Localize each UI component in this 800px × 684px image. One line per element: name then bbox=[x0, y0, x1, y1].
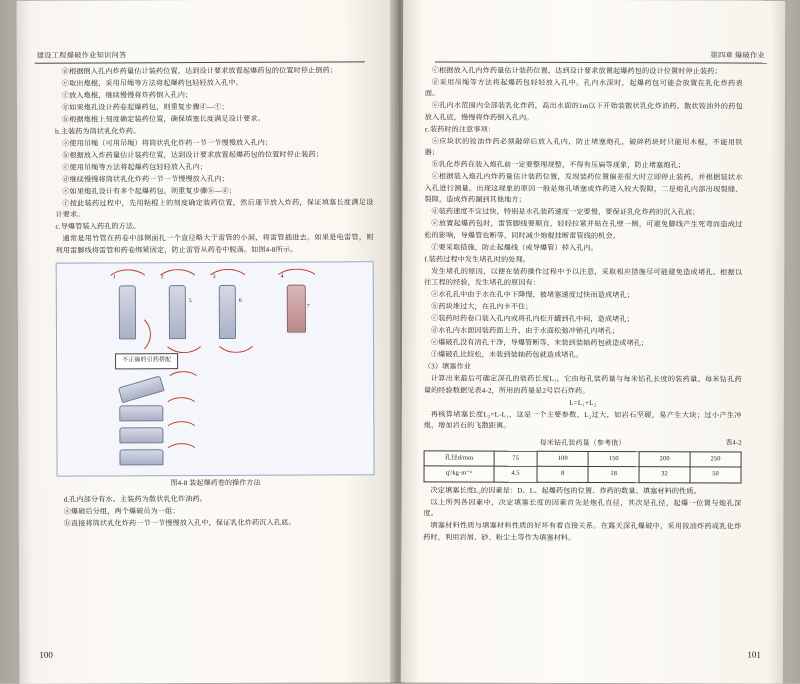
paragraph: ⓔ爆破孔没有清孔干净，导爆管断等，末装到装轴药包就造成堵孔； bbox=[430, 338, 649, 348]
paragraph: ⓑ药块堆过大，在孔内卡不住； bbox=[431, 302, 533, 311]
paragraph: ⓒ根据放入孔内炸药量估计装药位置，达到设计要求放置起爆药包的设计位置时停止装药； bbox=[431, 66, 722, 76]
left-page bbox=[17, 0, 402, 684]
table-cell: 200 bbox=[639, 452, 690, 468]
detonator-wire bbox=[163, 397, 199, 421]
figure-label: 1 bbox=[112, 274, 116, 281]
left-head-rule bbox=[35, 61, 365, 63]
left-page-edge-shadow bbox=[17, 1, 34, 684]
table-row bbox=[424, 466, 741, 482]
paragraph: ⓓ装药速度不宜过快，特别是水孔装药速度一定要慢，要保证乳化炸药的沉入孔底； bbox=[431, 207, 700, 217]
paragraph: ⓑ根据放入炸药量估计装药位置，达到设计要求放置起爆药包的位置时停止装药； bbox=[62, 150, 323, 160]
left-text-column bbox=[55, 65, 375, 530]
right-running-head: 第四章 爆破作业 bbox=[710, 51, 766, 60]
paragraph: ⓕ爆破孔比较松，未装到装轴药包就造成堵孔。 bbox=[430, 350, 584, 360]
paragraph: 计算出来最后可确定深孔的装药长度L₁，它由每孔装药量与每米钻孔长度的装药量。每米钻孔药量的经验数据见表4-2，所用的药量是2号岩石炸药。 bbox=[423, 374, 742, 395]
table-cell: 75 bbox=[494, 451, 538, 467]
figure-label: 4 bbox=[280, 273, 284, 280]
right-head-rule bbox=[435, 61, 767, 63]
paragraph: ⓕ要采取措施，防止起爆线（或导爆管）掉入孔内。 bbox=[431, 243, 598, 252]
paragraph: ⓔ如果炮孔设计有多个起爆药包，则重复步骤ⓑ—ⓓ； bbox=[62, 186, 237, 196]
cartridge-tilted bbox=[118, 376, 165, 404]
paragraph: ⓓ水孔内水面因装药面上升，由于水面松弛冲销孔内堵孔； bbox=[431, 326, 620, 336]
paragraph: ⓐ应块状的铵油炸药必须敲碎后放入孔内，防止堵塞炮孔，破碎药块时只能用木棍，不能用铁器； bbox=[424, 137, 743, 157]
table-cell: 18 bbox=[588, 467, 639, 483]
paragraph: ⓔ孔内水范围内全部装乳化炸药，高出水面的1m以下开始装散状乳化炸油药。散状铵油外的药包放入孔底，慢慢将炸药倒入孔内。 bbox=[424, 101, 743, 122]
table-cell: 250 bbox=[690, 452, 741, 468]
right-page-edge-shadow bbox=[769, 1, 785, 684]
formula: L=L₁+L₂ bbox=[569, 398, 597, 407]
detonator-wire bbox=[213, 315, 259, 353]
figure-label: 2 bbox=[160, 274, 164, 281]
table-title-row bbox=[424, 437, 742, 449]
table-row-header: q'/kg·m⁻¹ bbox=[424, 466, 494, 482]
paragraph: 决定填塞长度L₂的因素是：D、L、起爆药包的位置、炸药的数量、填塞材料的性质。 bbox=[430, 486, 701, 495]
figure-note: 不正确的引药搭配 bbox=[115, 353, 178, 369]
cartridge-horizontal bbox=[119, 427, 163, 443]
table-row bbox=[424, 451, 741, 467]
right-page bbox=[401, 0, 785, 684]
cartridge-horizontal bbox=[119, 449, 163, 465]
right-text-column bbox=[423, 65, 743, 545]
paragraph: ⓓ继续慢慢将筒状乳化炸药一节一节慢慢放入孔内； bbox=[62, 174, 229, 184]
table-cell: 32 bbox=[639, 467, 690, 483]
paragraph: ⓗ根据炮棍上刻度确定装药位置，确保填塞长度满足设计要求。 bbox=[62, 114, 265, 124]
paragraph: （3）填塞作业 bbox=[423, 362, 472, 371]
paragraph: ⓔ放置起爆药包时，雷管脚线要顺直，轻轻拉紧并贴在孔壁一侧，可避免脚线产生死弯而造成过松的影响，导爆管也断等，同时减少炮棍挂断雷管线的机会。 bbox=[424, 219, 743, 240]
paragraph: ⓑ乳化炸药在装入炮孔前一定要整理规整，不得有压扁等现象，防止堵塞炮孔； bbox=[431, 160, 686, 170]
paragraph: d.孔内部分有水。主装药为散状乳化炸油药。 bbox=[63, 494, 207, 504]
detonator-wire bbox=[163, 421, 199, 445]
detonator-wire bbox=[163, 443, 199, 467]
paragraph: ⓕ按此装药过程中，先用粘棍上的刻度确定装药位置，然后逐节放入炸药，保证填塞长度满足设计要求。 bbox=[55, 198, 374, 219]
paragraph: ⓐ水孔孔中由于水在孔中下降慢，被堵塞速度过快而造成堵孔； bbox=[431, 290, 635, 300]
left-folio: 100 bbox=[39, 649, 53, 660]
detonator-wire bbox=[165, 371, 201, 395]
paragraph: ⓔ取出炮棍，采用吊绳等方法将起爆药包轻轻放入孔中。 bbox=[61, 78, 243, 88]
table-row-header: 孔径d/mm bbox=[424, 451, 494, 467]
paragraph: ⓒ根据装入炮孔内炸药量估计装药位置，发现装药位置偏差很大时立即停止装药，并根据装状水入孔进行测量。出现这现象的原因一般是炮孔堵塞或炸药进入较大裂隙，二是炮孔内部出现裂缝、裂隙，造成炸药漏到其他地方； bbox=[424, 172, 743, 205]
paragraph: ⓓ采用吊绳等方法将起爆药包轻轻放入孔中。孔内水深时，起爆药包可能会放置在乳化炸药表面。 bbox=[424, 78, 743, 98]
paragraph: 以上所列各因素中，决定填塞长度的因素首先是炮孔直径，其次是孔径，起爆一位置与炮孔深度。 bbox=[423, 498, 742, 518]
paragraph: 通常是用竹管在药卷中部侧面扎一个直径略大于雷管的小洞，将雷管插进去。如果是电雷管，则利用雷脚线将雷管和药卷绑紧固定，防止雷管从药卷中脱落。如图4-8所示。 bbox=[55, 233, 374, 255]
detonator-wire bbox=[105, 270, 151, 302]
figure-label: 6 bbox=[238, 298, 242, 305]
figure-label: 7 bbox=[306, 303, 310, 310]
right-folio: 101 bbox=[747, 649, 761, 660]
table-wrapper bbox=[424, 450, 742, 483]
paragraph: c.导爆管装入药孔的方法。 bbox=[55, 222, 141, 231]
table-cell: 4.5 bbox=[494, 466, 538, 482]
table-cell: 100 bbox=[537, 451, 588, 467]
figure-4-8 bbox=[56, 262, 375, 477]
detonator-wire bbox=[205, 269, 251, 301]
table-title: 每米钻孔装药量（参考值） bbox=[539, 438, 626, 447]
paragraph: ⓒ装药时药卷口装入孔内或将孔内松开罐到孔中间，造成堵孔； bbox=[431, 314, 634, 324]
charge-per-meter-table bbox=[424, 450, 742, 483]
paragraph: ⓐ爆破后分组，两个爆破员为一组； bbox=[63, 506, 180, 516]
paragraph: ⓖ如果炮孔设计药卷起爆药包，则重复步骤ⓓ—ⓕ； bbox=[61, 102, 229, 112]
paragraph: 填塞材料性质与填塞材料性质的好坏有着直接关系。在露天深孔爆破中，采用铵油炸药或乳化炸药时，利用岩屑、砂、粉尘土等作为填塞材料。 bbox=[423, 521, 742, 542]
paragraph: ⓑ直接将筒状乳化炸药一节一节慢慢放入孔中，保证乳化炸药沉入孔底。 bbox=[63, 518, 296, 528]
paragraph: 再核算堵塞长度L₂=L-L₁，这是一个主要参数，L₂过大，如岩石坚硬，易产生大块；过小产生冲炮，增加岩石的飞散距离。 bbox=[423, 409, 742, 430]
cartridge-horizontal bbox=[119, 405, 163, 421]
figure-caption: 图4-8 装起爆药卷的操作方法 bbox=[170, 479, 261, 488]
paragraph: ⓕ放入炮棍，继续慢慢将炸药倒入孔内； bbox=[61, 91, 193, 100]
table-cell: 150 bbox=[588, 451, 639, 467]
paragraph: ⓓ根据倒入孔内炸药量估计装药位置，达到设计要求放置起爆药包的位置时停止倒药； bbox=[61, 66, 338, 76]
paragraph: b.主装药为筒状乳化炸药。 bbox=[55, 127, 141, 136]
table-cell: 8 bbox=[537, 467, 588, 483]
paragraph: ⓐ使用吊绳（可用吊绳）将筒状乳化炸药一节一节慢慢放入孔内； bbox=[62, 138, 273, 148]
paragraph: ⓒ使用吊绳等方法将起爆药包轻轻放入孔内； bbox=[62, 162, 208, 172]
detonator-wire bbox=[109, 314, 151, 356]
detonator-wire bbox=[161, 315, 207, 353]
figure-label: 3 bbox=[212, 274, 216, 281]
paragraph: c.装药时的注意事项： bbox=[424, 125, 496, 134]
table-cell: 50 bbox=[690, 467, 741, 483]
paragraph: f.装药过程中发生堵孔时的处理。 bbox=[424, 255, 531, 264]
paragraph: 发生堵孔的原因，以便在装药操作过程中予以注意，采取相应措施尽可能避免造成堵孔。根据以往工程的经验，发生堵孔的原因有： bbox=[424, 267, 743, 288]
table-number: 表4-2 bbox=[725, 438, 742, 447]
left-running-head: 建设工程爆破作业知识问答 bbox=[36, 51, 127, 60]
figure-label: 5 bbox=[188, 298, 192, 305]
